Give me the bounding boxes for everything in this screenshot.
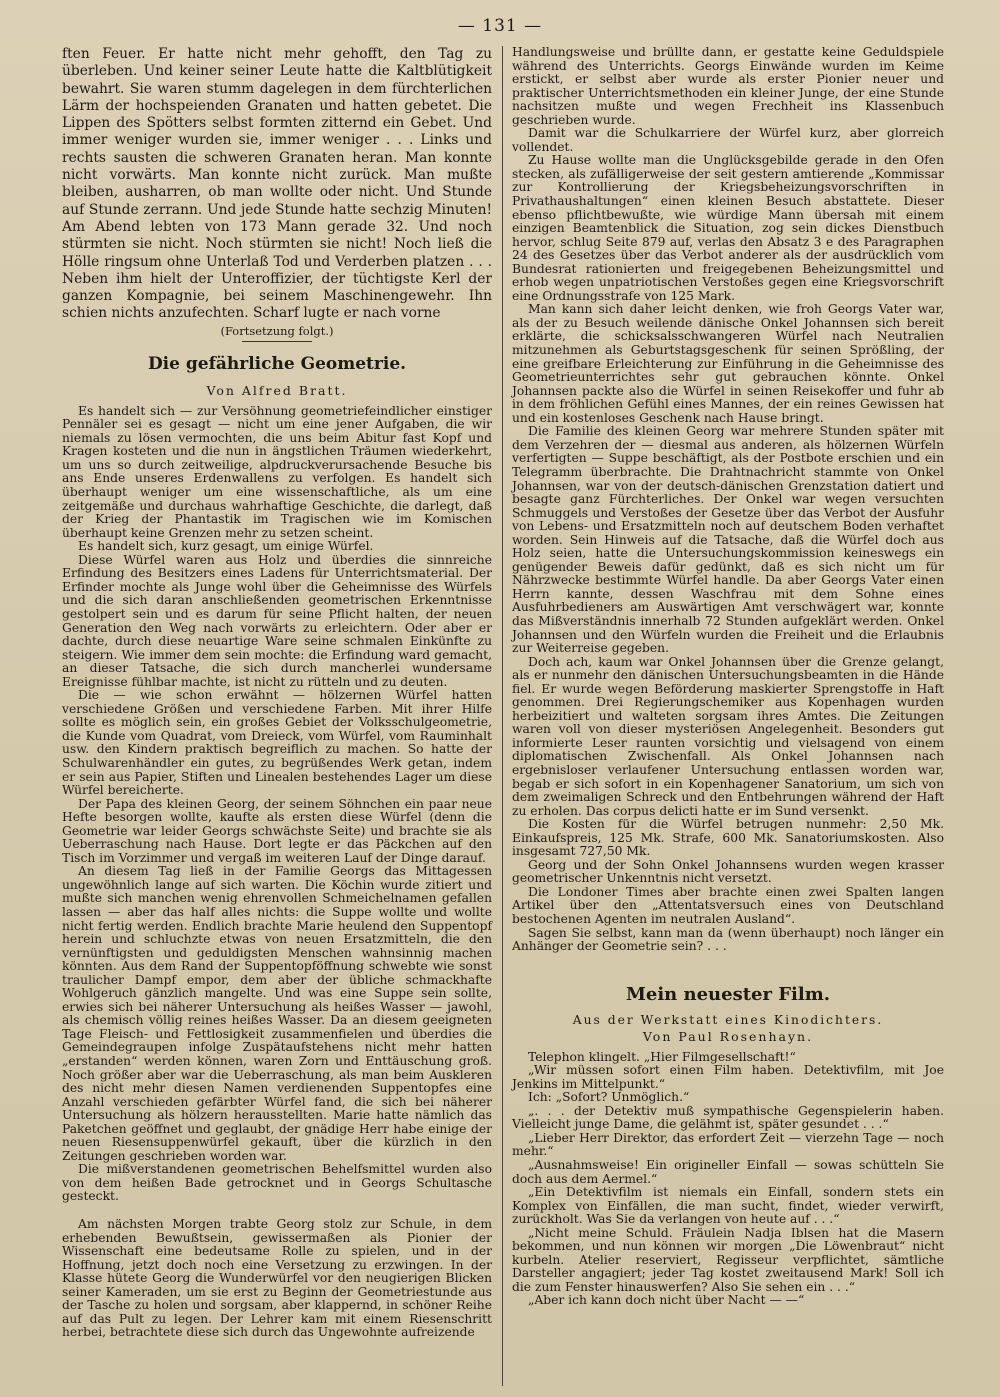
article-paragraph: Die Familie des kleinen Georg war mehrere Stunden später mit dem Verzehren der — diesmal aus anderen, als hölzernen Würfeln verfertigten — Suppe beschäftigt, als der Postbote erschien und ein Telegramm überbrachte. Die Drahtnachricht stammte von Onkel Johannsen, war von der deutsch-dänischen Grenzstation datiert und besagte ganz Fürchterliches. Der Onkel war wegen versuchten Schmuggels und Verstoßes der Gesetze über das Verbot der Ausfuhr von Lebens- und Ersatzmitteln noch auf deutschem Boden verhaftet worden. Sein Hinweis auf die Tatsache, daß die Würfel doch aus Holz seien, hatte die Untersuchungskommission keineswegs ein genügender Beweis dafür gedünkt, daß es sich nicht um für Nährzwecke bestimmte Würfel handle. Da aber Georgs Vater einen Herrn kannte, dessen Waschfrau mit dem Sohne eines Ausfuhrbedieners am Auswärtigen Amt verschwägert war, konnte das Mißverständnis innerhalb 72 Stunden aufgeklärt werden. Onkel Johannsen und den Würfeln wurden die Freiheit und die Erlaubnis zur Weiterreise gegeben. bbox=[512, 424, 944, 656]
article-paragraph: Zu Hause wollte man die Unglücksgebilde gerade in den Ofen stecken, als zufälligerweise der seit gestern amtierende „Kommissar zur Kontrollierung der Kriegsbeheizungsvorschriften in Privathaushaltungen“ einen kleinen Besuch abstattete. Dieser ebenso pflichtbewußte, wie würdige Mann übersah mit einem einzigen Beamtenblick die Situation, zog sein dickes Dienstbuch hervor, schlug Seite 879 auf, verlas den Absatz 3 e des Paragraphen 24 des Gesetzes über das Verbot anderer als der ausdrücklich vom Bundesrat rationierten und freigegebenen Beheizungsmittel und erhob wegen unpatriotischen Verstoßes gegen eine Kriegsvorschrift eine Ordnungsstrafe von 125 Mark. bbox=[512, 153, 944, 303]
article-paragraph: Der Papa des kleinen Georg, der seinem Söhnchen ein paar neue Hefte besorgen wollte, kaufte als ersten diese Würfel (denn die Geometrie war leider Georgs schwächste Seite) und brachte sie als Ueberraschung nach Hause. Dort legte er das Päckchen auf den Tisch im Vorzimmer und vergaß im weiteren Lauf der Dinge darauf. bbox=[62, 796, 492, 865]
left-column bbox=[62, 46, 492, 1340]
article-paragraph: Am nächsten Morgen trabte Georg stolz zur Schule, in dem erhebenden Bewußtsein, gewissermaßen als Pionier der Wissenschaft eine bedeutsame Rolle zu spielen, und in der Hoffnung, jetzt doch noch eine Versetzung zu erzwingen. In der Klasse hütete Georg die Wunderwürfel vor den neugierigen Blicken seiner Kameraden, um sie erst zu Beginn der Geometriestunde aus der Tasche zu holen und sorgsam, aber klappernd, in schöner Reihe auf das Pult zu legen. Der Lehrer kam mit einem Riesenschritt herbei, betrachtete diese sich durch das Ungewohnte aufreizende bbox=[62, 1217, 492, 1340]
column-divider bbox=[502, 46, 503, 1386]
article-paragraph: Georg und der Sohn Onkel Johannsens wurden wegen krasser geometrischer Unkenntnis nicht versetzt. bbox=[512, 857, 944, 886]
article-paragraph: Diese Würfel waren aus Holz und überdies die sinnreiche Erfindung des Besitzers eines Ladens für Unterrichtsmaterial. Der Erfinder mochte als Junge wohl über die Geheimnisse des Würfels und die sich daran anschließenden geometrischen Erkenntnisse gestolpert sein und es darum für seine Pflicht halten, der neuen Generation den Weg nach vorwärts zu erleichtern. Oder aber er dachte, durch diese neuartige Ware seine schmalen Einkünfte zu steigern. Wie immer dem sein mochte: die Erfindung ward gemacht, an dieser Tatsache, die sich durch mancherlei wundersame Ereignisse fühlbar machte, ist nicht zu rütteln und zu deuten. bbox=[62, 552, 492, 689]
paragraph-gap bbox=[62, 1204, 492, 1218]
article-subtitle: Aus der Werkstatt eines Kinodichters. bbox=[572, 1012, 884, 1027]
dialogue-paragraph: „Aber ich kann doch nicht über Nacht — —“ bbox=[528, 1293, 805, 1308]
article-paragraph: Man kann sich daher leicht denken, wie froh Georgs Vater war, als der zu Besuch weilende dänische Onkel Johannsen sich bereit erklärte, die schicksalsschwangeren Würfel nach Neutralien mitzunehmen als Geburtstagsgeschenk für seinen Sprößling, der eine greifbare Erleichterung zur Einführung in die Geheimnisse des Geometrieunterrichtes sehr gut gebrauchen könnte. Onkel Johannsen packte also die Würfel in seinen Reisekoffer und fuhr ab in dem fröhlichen Gefühl eines Mannes, der ein reines Gewissen hat und ein kostenloses Geschenk nach Hause bringt. bbox=[512, 302, 944, 425]
article-paragraph: Handlungsweise und brüllte dann, er gestatte keine Geduldspiele während des Unterrichts. Georgs Einwände wurden im Keime erstickt, er selbst aber wurde als erster Pionier neuer und praktischer Unterrichtsmethoden ein kleiner Junge, der eine Stunde nachsitzen mußte und wegen Frechheit ins Klassenbuch geschrieben wurde. bbox=[512, 45, 944, 127]
dialogue-paragraph: Telephon klingelt. „Hier Filmgesellschaft!“ bbox=[528, 1049, 796, 1064]
article-paragraph: Die mißverstandenen geometrischen Behelfsmittel wurden also von dem heißen Bade getrocknet und in Georgs Schultasche gesteckt. bbox=[62, 1162, 492, 1204]
article-paragraph: Die Kosten für die Würfel betrugen nunmehr: 2,50 Mk. Einkaufspreis, 125 Mk. Strafe, 600 Mk. Sanatoriumskosten. Also insgesamt 727,50 Mk. bbox=[512, 817, 944, 859]
dialogue-paragraph: „Wir müssen sofort einen Film haben. Detektivfilm, mit Joe Jenkins im Mittelpunkt.“ bbox=[512, 1063, 944, 1091]
separator-line bbox=[242, 341, 312, 342]
dialogue-paragraph: „Nicht meine Schuld. Fräulein Nadja Iblsen hat die Masern bekommen, und nun können wir morgen „Die Löwenbraut“ nicht kurbeln. Atelier reserviert, Regisseur verpflichtet, sämtliche Darsteller angagiert; jeder Tag kostet zweitausend Mark! Soll ich die zum Fenster hinauswerfen? Also Sie sehen ein . . .“ bbox=[512, 1225, 944, 1294]
article-title: Mein neuester Film. bbox=[625, 983, 831, 1005]
article-author: Von Paul Rosenhayn. bbox=[642, 1028, 814, 1044]
article-paragraph: Damit war die Schulkarriere der Würfel kurz, aber glorreich vollendet. bbox=[512, 126, 944, 154]
article-paragraph: Doch ach, kaum war Onkel Johannsen über die Grenze gelangt, als er nunmehr den dänischen Untersuchungsbeamten in die Hände fiel. Er wurde wegen Beförderung maskierter Sprengstoffe in Haft genommen. Drei Regierungschemiker aus Kopenhagen wurden herbeizitiert und walteten sorgsam ihres Amtes. Die Zeitungen waren voll von dieser mysteriösen Angelegenheit. Besonders gut informierte Leser raunten vorsichtig und vielsagend von einem diplomatischen Zwischenfall. Als Onkel Johannsen nach ergebnisloser verlaufener Untersuchung entlassen worden war, begab er sich sofort in ein Kopenhagener Sanatorium, um sich von dem zweimaligen Schreck und den Entbehrungen während der Haft zu erholen. Das corpus delicti hatte er im Sund versenkt. bbox=[512, 654, 944, 818]
right-column bbox=[512, 46, 944, 1308]
article-paragraph: An diesem Tag ließ in der Familie Georgs das Mittagessen ungewöhnlich lange auf sich warten. Die Köchin wurde zitiert und mußte sich manchen wenig ehrenvollen Schmeichelnamen gefallen lassen — aber das half alles nichts: die Suppe wollte und wollte nicht fertig werden. Endlich brachte Marie heulend den Suppentopf herein und schluchzte etwas von neuen Ersatzmitteln, die den vernünftigsten und geduldigsten Menschen wahnsinnig machen könnten. Aus dem Rand der Suppentopföffnung schwebte wie sonst traulicher Dampf empor, dem aber der übliche schmackhafte Wohlgeruch gänzlich mangelte. Und was eine Suppe sein sollte, erwies sich bei näherer Untersuchung als heißes Wasser — jawohl, als chemisch völlig reines heißes Wasser. Da an diesem geeigneten Tage Fleisch- und Fettlosigkeit zusammenfielen und überdies die Gemeindegraupen infolge Zuspätaufstehens nicht mehr hatten „erstanden“ werden können, waren Zorn und Enttäuschung groß. Noch größer aber war die Ueberraschung, als man beim Auskleren des nicht mehr diesen Namen verdienenden Suppentopfes eine Anzahl verschieden gefärbter Würfel fand, die sich bei näherer Untersuchung als hölzern herausstellten. Marie hatte nämlich das Paketchen geöffnet und geglaubt, der gnädige Herr habe einige der neuen Riesensuppenwürfel gekauft, über die kürzlich in den Zeitungen geschrieben worden war. bbox=[62, 864, 492, 1163]
article-paragraph: Die — wie schon erwähnt — hölzernen Würfel hatten verschiedene Größen und verschiedene Farben. Mit ihrer Hilfe sollte es möglich sein, ein großes Gebiet der Volksschulgeometrie, die Kunde vom Quadrat, vom Dreieck, vom Würfel, vom Rauminhalt usw. den Kindern praktisch begreiflich zu machen. So hatte der Schulwarenhändler ein gutes, zu begrüßendes Werk getan, indem er sein aus Papier, Stiften und Linealen bestehendes Lager um diese Würfel bereicherte. bbox=[62, 688, 492, 798]
article-paragraph: Es handelt sich — zur Versöhnung geometriefeindlicher einstiger Pennäler sei es gesagt — nicht um eine jener Aufgaben, die wir niemals zu lösen vermochten, die uns beim Abitur fast Kopf und Kragen kosteten und die nun in ängstlichen Träumen wiederkehrt, um uns so durch zeitweilige, alpdruckverursachende Besuche bis ans Ende unseres Erdenwallens zu verfolgen. Es handelt sich überhaupt weniger um eine wissenschaftliche, als um eine zeitgemäße und durchaus wahrhaftige Geschichte, die darlegt, daß der Krieg der Phantastik im Tragischen wie im Komischen überhaupt keine Grenzen mehr zu setzen scheint. bbox=[62, 403, 492, 540]
dialogue-paragraph: Ich: „Sofort? Unmöglich.“ bbox=[528, 1090, 690, 1105]
dialogue-paragraph: „Lieber Herr Direktor, das erfordert Zeit — vierzehn Tage — noch mehr.“ bbox=[512, 1130, 944, 1159]
article-paragraph: Die Londoner Times aber brachte einen zwei Spalten langen Artikel über den „Attentatsversuch eines von Deutschland bestochenen Agenten im neutralen Ausland“. bbox=[512, 884, 944, 926]
dialogue-paragraph: „Ein Detektivfilm ist niemals ein Einfall, sondern stets ein Komplex von Einfällen, die man sucht, findet, wieder verwirft, zurückholt. Was Sie da verlangen von heute auf . . .“ bbox=[512, 1185, 944, 1227]
dialogue-paragraph: „Ausnahmsweise! Ein origineller Einfall — sowas schütteln Sie doch aus dem Aermel.“ bbox=[512, 1158, 944, 1186]
article-title: Die gefährliche Geometrie. bbox=[147, 353, 407, 374]
article-author: Von Alfred Bratt. bbox=[206, 382, 348, 398]
story-continuation-text: ften Feuer. Er hatte nicht mehr gehofft, den Tag zu überleben. Und keiner seiner Leute hatte die Kaltblütigkeit bewahrt. Sie waren stumm dagelegen in dem fürchterlichen Lärm der hochspeienden Granaten und hatten gebetet. Die Lippen des Spötters selbst formten zitternd ein Gebet. Und immer weniger wurden sie, immer weniger . . . Links und rechts sausten die schweren Granaten heran. Man konnte nicht vorwärts. Man konnte nicht zurück. Man mußte bleiben, ausharren, ob man wollte oder nicht. Und Stunde auf Stunde zerrann. Und jede Stunde hatte sechzig Minuten! Am Abend lebten von 173 Mann gerade 32. Und noch stürmten sie nicht. Noch stürmten sie nicht! Noch ließ die Hölle ringsum ohne Unterlaß Tod und Verderben platzen . . . Neben ihm hielt der Unteroffizier, der tüchtigste Kerl der ganzen Kompagnie, bei seinem Maschinengewehr. Ihn schien nichts anzufechten. Scharf lugte er nach vorne bbox=[62, 46, 492, 322]
page-number: — 131 — bbox=[457, 16, 543, 36]
continuation-note: (Fortsetzung folgt.) bbox=[220, 323, 334, 338]
dialogue-paragraph: „. . . der Detektiv muß sympathische Gegenspielerin haben. Vielleicht junge Dame, die gelähmt ist, später gesundet . . .“ bbox=[512, 1103, 944, 1132]
article-paragraph: Sagen Sie selbst, kann man da (wenn überhaupt) noch länger ein Anhänger der Geometrie sein? . . . bbox=[512, 925, 944, 954]
section-gap bbox=[512, 954, 944, 976]
article-paragraph: Es handelt sich, kurz gesagt, um einige Würfel. bbox=[78, 539, 374, 554]
